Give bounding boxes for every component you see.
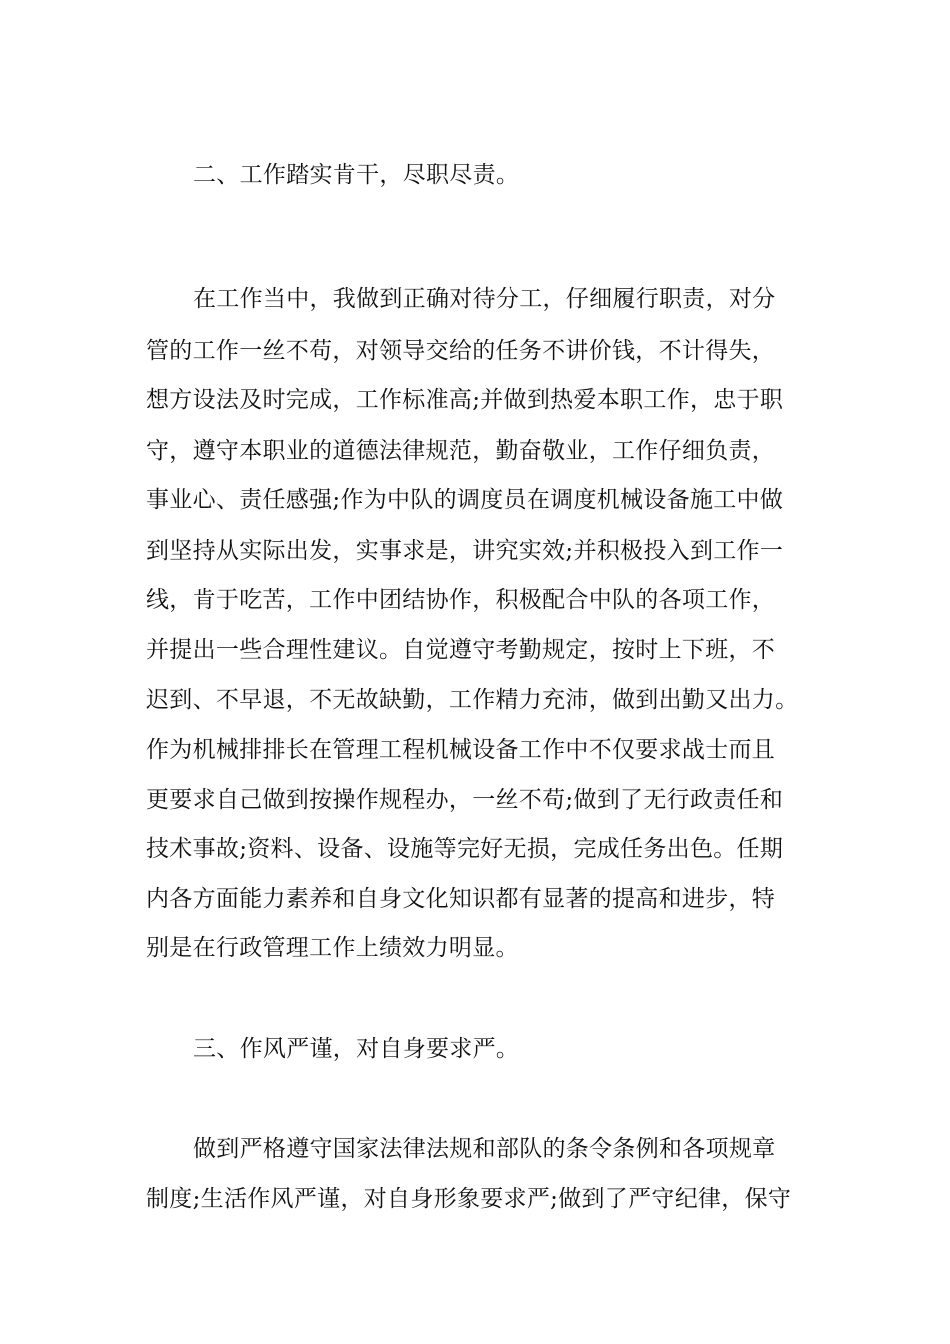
paragraph-line: 守，遵守本职业的道德法律规范，勤奋敬业，工作仔细负责， — [146, 438, 776, 464]
paragraph-line: 到坚持从实际出发，实事求是，讲究实效;并积极投入到工作一 — [146, 538, 784, 564]
paragraph-line: 想方设法及时完成，工作标准高;并做到热爱本职工作，忠于职 — [146, 387, 784, 413]
paragraph-line: 管的工作一丝不苟，对领导交给的任务不讲价钱，不计得失， — [146, 338, 776, 364]
paragraph-line: 内各方面能力素养和自身文化知识都有显著的提高和进步，特 — [146, 886, 776, 912]
paragraph-line: 迟到、不早退，不无故缺勤，工作精力充沛，做到出勤又出力。 — [146, 687, 799, 713]
section-heading: 三、作风严谨，对自身要求严。 — [193, 1036, 520, 1062]
paragraph-line: 在工作当中，我做到正确对待分工，仔细履行职责，对分 — [193, 286, 776, 312]
paragraph-line: 做到严格遵守国家法律法规和部队的条令条例和各项规章 — [193, 1136, 776, 1162]
paragraph-line: 作为机械排排长在管理工程机械设备工作中不仅要求战士而且 — [146, 737, 776, 763]
paragraph-line: 别是在行政管理工作上绩效力明显。 — [146, 935, 519, 961]
paragraph-line: 技术事故;资料、设备、设施等完好无损，完成任务出色。任期 — [146, 836, 784, 862]
section-heading: 二、工作踏实肯干，尽职尽责。 — [193, 162, 520, 188]
paragraph-line: 并提出一些合理性建议。自觉遵守考勤规定，按时上下班，不 — [146, 637, 776, 663]
paragraph-line: 线，肯于吃苦，工作中团结协作，积极配合中队的各项工作， — [146, 587, 776, 613]
paragraph-line: 更要求自己做到按操作规程办，一丝不苟;做到了无行政责任和 — [146, 787, 784, 813]
paragraph-line: 制度;生活作风严谨，对自身形象要求严;做到了严守纪律，保守 — [146, 1186, 792, 1212]
paragraph-line: 事业心、责任感强;作为中队的调度员在调度机械设备施工中做 — [146, 487, 784, 513]
